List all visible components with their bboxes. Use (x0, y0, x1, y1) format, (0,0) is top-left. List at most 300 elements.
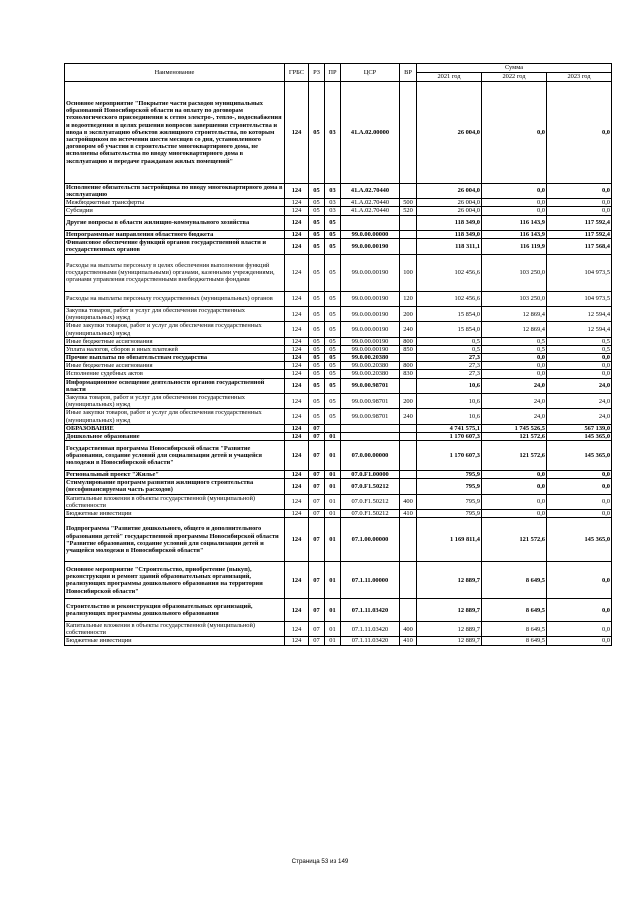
row-name: Закупка товаров, работ и услуг для обеспечения государственных (муниципальных) нужд (65, 394, 285, 409)
row-rz: 05 (309, 322, 325, 337)
row-sum-2023: 0,0 (547, 370, 612, 378)
row-csr: 99.0.00.20380 (341, 370, 400, 378)
row-sum-2023: 145 365,0 (547, 441, 612, 471)
row-sum-2023: 0,0 (547, 199, 612, 207)
row-csr: 41.А.02.70440 (341, 183, 400, 198)
row-rz: 05 (309, 291, 325, 306)
row-csr: 99.0.00.00190 (341, 239, 400, 254)
row-csr: 41.А.02.70440 (341, 207, 400, 215)
row-sum-2021: 12 889,7 (417, 621, 482, 636)
row-grbs: 124 (285, 82, 309, 184)
row-pr: 03 (325, 207, 341, 215)
row-csr: 99.0.00.00190 (341, 345, 400, 353)
row-csr: 07.1.11.03420 (341, 637, 400, 645)
row-pr: 05 (325, 409, 341, 424)
row-grbs: 124 (285, 441, 309, 471)
row-sum-2021: 26 004,0 (417, 183, 482, 198)
row-name: Стимулирование программ развития жилищного строительства (несофинансируемая часть расходов) (65, 479, 285, 494)
row-rz: 07 (309, 433, 325, 441)
row-pr: 05 (325, 291, 341, 306)
budget-table (64, 63, 612, 646)
row-sum-2022: 12 869,4 (482, 322, 547, 337)
row-name: Другие вопросы в области жилищно-коммунального хозяйства (65, 215, 285, 230)
row-pr: 05 (325, 345, 341, 353)
row-pr: 01 (325, 479, 341, 494)
row-sum-2021: 118 349,0 (417, 230, 482, 238)
row-sum-2023: 117 592,4 (547, 215, 612, 230)
row-name: Дошкольное образование (65, 433, 285, 441)
row-sum-2022: 0,0 (482, 362, 547, 370)
row-sum-2023: 24,0 (547, 394, 612, 409)
row-pr: 01 (325, 637, 341, 645)
row-sum-2022: 0,0 (482, 199, 547, 207)
row-name: Закупка товаров, работ и услуг для обеспечения государственных (муниципальных) нужд (65, 306, 285, 321)
row-grbs: 124 (285, 337, 309, 345)
row-grbs: 124 (285, 424, 309, 432)
row-sum-2021: 102 456,6 (417, 291, 482, 306)
row-name: Межбюджетные трансферты (65, 199, 285, 207)
row-vr: 520 (400, 207, 417, 215)
row-name: Уплата налогов, сборов и иных платежей (65, 345, 285, 353)
row-rz: 05 (309, 230, 325, 238)
row-grbs: 124 (285, 470, 309, 478)
header-year-2022: 2022 год (482, 73, 547, 82)
row-name: Основное мероприятие "Строительство, приобретение (выкуп), реконструкция и ремонт зданий образовательных организаций, реализующих программы дошкольного образования на территории Новосибирской области" (65, 562, 285, 599)
row-name: Строительство и реконструкция образовательных организаций, реализующих программы дошкольного образования (65, 599, 285, 622)
row-sum-2023: 0,0 (547, 183, 612, 198)
row-sum-2023: 24,0 (547, 378, 612, 393)
row-sum-2023: 117 592,4 (547, 230, 612, 238)
table-row (65, 370, 612, 378)
row-sum-2021: 118 349,0 (417, 215, 482, 230)
row-csr: 07.0.00.00000 (341, 441, 400, 471)
row-sum-2022: 0,0 (482, 207, 547, 215)
table-row (65, 518, 612, 562)
row-grbs: 124 (285, 207, 309, 215)
row-sum-2023: 0,0 (547, 354, 612, 362)
header-grbs: ГРБС (285, 64, 309, 82)
row-sum-2021: 0,5 (417, 337, 482, 345)
row-rz: 07 (309, 424, 325, 432)
row-sum-2021: 10,6 (417, 378, 482, 393)
row-vr: 800 (400, 362, 417, 370)
table-row (65, 199, 612, 207)
row-sum-2021: 1 169 811,4 (417, 518, 482, 562)
row-grbs: 124 (285, 433, 309, 441)
row-sum-2023: 0,0 (547, 479, 612, 494)
header-sum: Сумма (417, 64, 612, 73)
row-vr (400, 479, 417, 494)
row-rz: 05 (309, 378, 325, 393)
row-name: Бюджетные инвестиции (65, 509, 285, 517)
row-csr (341, 433, 400, 441)
row-rz: 07 (309, 441, 325, 471)
row-sum-2022: 8 649,5 (482, 637, 547, 645)
row-name: Информационное освещение деятельности органов государственной власти (65, 378, 285, 393)
row-sum-2022: 0,0 (482, 183, 547, 198)
row-sum-2021: 27,3 (417, 370, 482, 378)
row-sum-2023: 24,0 (547, 409, 612, 424)
row-sum-2021: 15 854,0 (417, 306, 482, 321)
row-name: Иные закупки товаров, работ и услуг для обеспечения государственных (муниципальных) нужд (65, 322, 285, 337)
row-grbs: 124 (285, 230, 309, 238)
row-vr: 400 (400, 494, 417, 509)
table-row (65, 254, 612, 291)
row-sum-2022: 8 649,5 (482, 562, 547, 599)
header-vr: ВР (400, 64, 417, 82)
table-row (65, 183, 612, 198)
row-sum-2023: 12 594,4 (547, 306, 612, 321)
row-vr (400, 433, 417, 441)
row-csr: 99.0.00.20380 (341, 354, 400, 362)
row-sum-2022: 121 572,6 (482, 518, 547, 562)
row-grbs: 124 (285, 378, 309, 393)
row-csr: 99.0.00.20380 (341, 362, 400, 370)
row-vr (400, 424, 417, 432)
row-sum-2021: 26 004,0 (417, 207, 482, 215)
row-vr (400, 470, 417, 478)
row-csr: 07.0.F1.50212 (341, 494, 400, 509)
page-footer: Страница 53 из 149 (291, 858, 349, 865)
row-sum-2021: 10,6 (417, 394, 482, 409)
row-csr: 41.А.02.70440 (341, 199, 400, 207)
row-sum-2023: 0,0 (547, 599, 612, 622)
row-pr: 01 (325, 433, 341, 441)
row-sum-2022: 0,5 (482, 337, 547, 345)
row-pr: 05 (325, 378, 341, 393)
table-row (65, 424, 612, 432)
row-vr (400, 239, 417, 254)
header-name: Наименование (65, 64, 285, 82)
row-pr: 03 (325, 199, 341, 207)
row-sum-2022: 0,0 (482, 470, 547, 478)
row-pr: 05 (325, 254, 341, 291)
row-csr: 99.0.00.98701 (341, 409, 400, 424)
row-rz: 07 (309, 562, 325, 599)
row-vr: 410 (400, 637, 417, 645)
row-rz: 07 (309, 518, 325, 562)
row-name: Финансовое обеспечение функций органов государственной власти и государственных органов (65, 239, 285, 254)
row-pr: 05 (325, 394, 341, 409)
row-rz: 05 (309, 354, 325, 362)
row-csr: 99.0.00.00000 (341, 230, 400, 238)
row-vr (400, 183, 417, 198)
row-sum-2023: 145 365,0 (547, 518, 612, 562)
row-csr: 07.1.11.00000 (341, 562, 400, 599)
row-rz: 05 (309, 394, 325, 409)
row-rz: 07 (309, 509, 325, 517)
row-sum-2023: 12 594,4 (547, 322, 612, 337)
row-rz: 07 (309, 621, 325, 636)
row-sum-2021: 795,9 (417, 509, 482, 517)
row-sum-2021: 10,6 (417, 409, 482, 424)
row-vr: 200 (400, 394, 417, 409)
row-vr (400, 562, 417, 599)
row-sum-2021: 1 170 607,3 (417, 441, 482, 471)
table-row (65, 354, 612, 362)
row-rz: 05 (309, 215, 325, 230)
row-rz: 05 (309, 306, 325, 321)
row-rz: 05 (309, 199, 325, 207)
row-sum-2022: 116 143,9 (482, 215, 547, 230)
row-grbs: 124 (285, 322, 309, 337)
row-rz: 07 (309, 494, 325, 509)
row-name: Исполнение судебных актов (65, 370, 285, 378)
table-row (65, 637, 612, 645)
table-row (65, 494, 612, 509)
row-name: Субсидии (65, 207, 285, 215)
row-name: ОБРАЗОВАНИЕ (65, 424, 285, 432)
table-row (65, 362, 612, 370)
row-csr: 99.0.00.00190 (341, 306, 400, 321)
row-grbs: 124 (285, 494, 309, 509)
table-body (65, 82, 612, 646)
table-row (65, 230, 612, 238)
row-csr: 99.0.00.00190 (341, 322, 400, 337)
row-pr: 03 (325, 82, 341, 184)
row-csr: 99.0.00.00190 (341, 337, 400, 345)
row-grbs: 124 (285, 345, 309, 353)
row-pr: 01 (325, 518, 341, 562)
row-csr: 99.0.00.98701 (341, 394, 400, 409)
row-pr: 01 (325, 621, 341, 636)
header-year-2021: 2021 год (417, 73, 482, 82)
row-vr: 850 (400, 345, 417, 353)
row-grbs: 124 (285, 215, 309, 230)
row-sum-2023: 567 139,0 (547, 424, 612, 432)
row-csr: 07.0.F1.50212 (341, 509, 400, 517)
row-pr: 01 (325, 509, 341, 517)
row-grbs: 124 (285, 254, 309, 291)
row-pr: 05 (325, 337, 341, 345)
row-sum-2022: 0,5 (482, 345, 547, 353)
row-sum-2023: 0,0 (547, 470, 612, 478)
row-pr: 05 (325, 354, 341, 362)
row-sum-2022: 24,0 (482, 409, 547, 424)
header-rz: РЗ (309, 64, 325, 82)
row-name: Прочие выплаты по обязательствам государства (65, 354, 285, 362)
row-rz: 07 (309, 479, 325, 494)
row-name: Основное мероприятие "Покрытие части расходов муниципальных образований Новосибирской области на оплату по договорам технологического присоединения к сетям электро-, тепло-, водоснабжения и водоотведения в целях решения вопросов завершения строительства и ввода в эксплуатацию объектов жилищного строительства, по которым застройщиком по истечении шести месяцев со дня, установленного договором об участии в строительстве многоквартирного дома, не исполнены обязательства по вводу многоквартирного дома в эксплуатацию и передаче гражданам жилых помещений" (65, 82, 285, 184)
row-sum-2022: 121 572,6 (482, 441, 547, 471)
row-csr: 07.1.11.03420 (341, 599, 400, 622)
header-pr: ПР (325, 64, 341, 82)
row-name: Бюджетные инвестиции (65, 637, 285, 645)
row-sum-2023: 104 973,5 (547, 291, 612, 306)
row-sum-2022: 24,0 (482, 394, 547, 409)
row-rz: 05 (309, 82, 325, 184)
header-year-2023: 2023 год (547, 73, 612, 82)
table-row (65, 562, 612, 599)
row-rz: 07 (309, 637, 325, 645)
row-sum-2022: 121 572,6 (482, 433, 547, 441)
row-sum-2023: 0,0 (547, 362, 612, 370)
row-vr: 800 (400, 337, 417, 345)
table-header (65, 64, 612, 82)
row-csr (341, 215, 400, 230)
row-csr: 99.0.00.98701 (341, 378, 400, 393)
row-rz: 05 (309, 207, 325, 215)
row-name: Иные закупки товаров, работ и услуг для обеспечения государственных (муниципальных) нужд (65, 409, 285, 424)
row-rz: 05 (309, 183, 325, 198)
row-vr: 240 (400, 409, 417, 424)
row-csr: 99.0.00.00190 (341, 291, 400, 306)
row-vr (400, 215, 417, 230)
row-sum-2022: 0,0 (482, 370, 547, 378)
row-pr: 05 (325, 322, 341, 337)
row-rz: 05 (309, 370, 325, 378)
table-row (65, 239, 612, 254)
row-grbs: 124 (285, 621, 309, 636)
row-grbs: 124 (285, 562, 309, 599)
row-sum-2021: 4 741 575,1 (417, 424, 482, 432)
row-csr (341, 424, 400, 432)
row-csr: 07.1.00.00000 (341, 518, 400, 562)
row-sum-2023: 0,0 (547, 82, 612, 184)
row-rz: 05 (309, 337, 325, 345)
table-row (65, 441, 612, 471)
row-pr (325, 424, 341, 432)
row-rz: 07 (309, 599, 325, 622)
row-sum-2021: 26 004,0 (417, 199, 482, 207)
row-vr (400, 82, 417, 184)
row-sum-2023: 117 568,4 (547, 239, 612, 254)
row-vr: 500 (400, 199, 417, 207)
row-vr: 830 (400, 370, 417, 378)
row-sum-2022: 0,0 (482, 509, 547, 517)
row-vr: 410 (400, 509, 417, 517)
row-sum-2023: 0,0 (547, 207, 612, 215)
row-sum-2021: 1 170 607,3 (417, 433, 482, 441)
row-rz: 05 (309, 409, 325, 424)
row-pr: 05 (325, 370, 341, 378)
row-sum-2022: 0,0 (482, 494, 547, 509)
row-sum-2021: 15 854,0 (417, 322, 482, 337)
row-name: Капитальные вложения в объекты государственной (муниципальной) собственности (65, 494, 285, 509)
row-vr (400, 599, 417, 622)
row-csr: 07.0.F1.50212 (341, 479, 400, 494)
row-name: Региональный проект "Жилье" (65, 470, 285, 478)
row-vr (400, 518, 417, 562)
row-sum-2023: 0,0 (547, 621, 612, 636)
row-csr: 99.0.00.00190 (341, 254, 400, 291)
row-sum-2023: 145 365,0 (547, 433, 612, 441)
header-csr: ЦСР (341, 64, 400, 82)
row-sum-2023: 0,0 (547, 494, 612, 509)
row-pr: 03 (325, 183, 341, 198)
row-sum-2021: 12 889,7 (417, 599, 482, 622)
row-vr (400, 230, 417, 238)
row-grbs: 124 (285, 599, 309, 622)
row-sum-2022: 0,0 (482, 82, 547, 184)
table-row (65, 82, 612, 184)
row-sum-2022: 0,0 (482, 479, 547, 494)
row-sum-2022: 116 119,9 (482, 239, 547, 254)
row-grbs: 124 (285, 479, 309, 494)
row-sum-2022: 1 745 526,5 (482, 424, 547, 432)
row-vr: 120 (400, 291, 417, 306)
row-sum-2021: 12 889,7 (417, 562, 482, 599)
row-sum-2021: 27,3 (417, 354, 482, 362)
table-row (65, 322, 612, 337)
row-pr: 05 (325, 306, 341, 321)
row-pr: 01 (325, 599, 341, 622)
row-sum-2022: 8 649,5 (482, 599, 547, 622)
row-sum-2022: 8 649,5 (482, 621, 547, 636)
row-vr (400, 378, 417, 393)
table-row (65, 509, 612, 517)
row-sum-2023: 0,0 (547, 637, 612, 645)
row-vr: 100 (400, 254, 417, 291)
table-row (65, 215, 612, 230)
table-row (65, 470, 612, 478)
row-vr: 200 (400, 306, 417, 321)
row-rz: 05 (309, 239, 325, 254)
row-vr (400, 441, 417, 471)
row-rz: 05 (309, 362, 325, 370)
table-row (65, 306, 612, 321)
row-vr (400, 354, 417, 362)
row-rz: 05 (309, 254, 325, 291)
table-row (65, 345, 612, 353)
row-pr: 01 (325, 494, 341, 509)
row-pr: 01 (325, 562, 341, 599)
table-row (65, 479, 612, 494)
row-name: Государственная программа Новосибирской области "Развитие образования, создание условий для социализации детей и учащейся молодежи в Новосибирской области" (65, 441, 285, 471)
row-pr: 05 (325, 362, 341, 370)
row-sum-2022: 103 250,0 (482, 291, 547, 306)
row-csr: 07.1.11.03420 (341, 621, 400, 636)
table-row (65, 291, 612, 306)
row-sum-2021: 26 004,0 (417, 82, 482, 184)
row-name: Исполнение обязательств застройщика по вводу многоквартирного дома в эксплуатацию (65, 183, 285, 198)
row-grbs: 124 (285, 637, 309, 645)
row-sum-2021: 795,9 (417, 470, 482, 478)
row-grbs: 124 (285, 291, 309, 306)
row-name: Расходы на выплаты персоналу государственных (муниципальных) органов (65, 291, 285, 306)
row-grbs: 124 (285, 509, 309, 517)
row-grbs: 124 (285, 370, 309, 378)
table-row (65, 409, 612, 424)
row-pr: 01 (325, 470, 341, 478)
row-grbs: 124 (285, 183, 309, 198)
row-name: Иные бюджетные ассигнования (65, 362, 285, 370)
row-sum-2022: 103 250,0 (482, 254, 547, 291)
row-sum-2021: 0,5 (417, 345, 482, 353)
table-row (65, 378, 612, 393)
row-sum-2021: 795,9 (417, 494, 482, 509)
row-sum-2022: 116 143,9 (482, 230, 547, 238)
row-pr: 05 (325, 239, 341, 254)
table-row (65, 207, 612, 215)
row-rz: 05 (309, 345, 325, 353)
row-sum-2022: 0,0 (482, 354, 547, 362)
row-pr: 01 (325, 441, 341, 471)
row-vr: 240 (400, 322, 417, 337)
row-sum-2021: 795,9 (417, 479, 482, 494)
row-grbs: 124 (285, 362, 309, 370)
row-name: Подпрограмма "Развитие дошкольного, общего и дополнительного образования детей" государственной программы Новосибирской области "Развитие образования, создание условий для социализации детей и учащейся молодежи в Новосибирской области" (65, 518, 285, 562)
row-sum-2023: 0,0 (547, 509, 612, 517)
row-grbs: 124 (285, 518, 309, 562)
table-row (65, 599, 612, 622)
row-sum-2023: 104 973,5 (547, 254, 612, 291)
row-name: Непрограммные направления областного бюджета (65, 230, 285, 238)
row-csr: 41.А.02.00000 (341, 82, 400, 184)
row-sum-2021: 118 311,1 (417, 239, 482, 254)
row-grbs: 124 (285, 394, 309, 409)
row-sum-2021: 12 889,7 (417, 637, 482, 645)
